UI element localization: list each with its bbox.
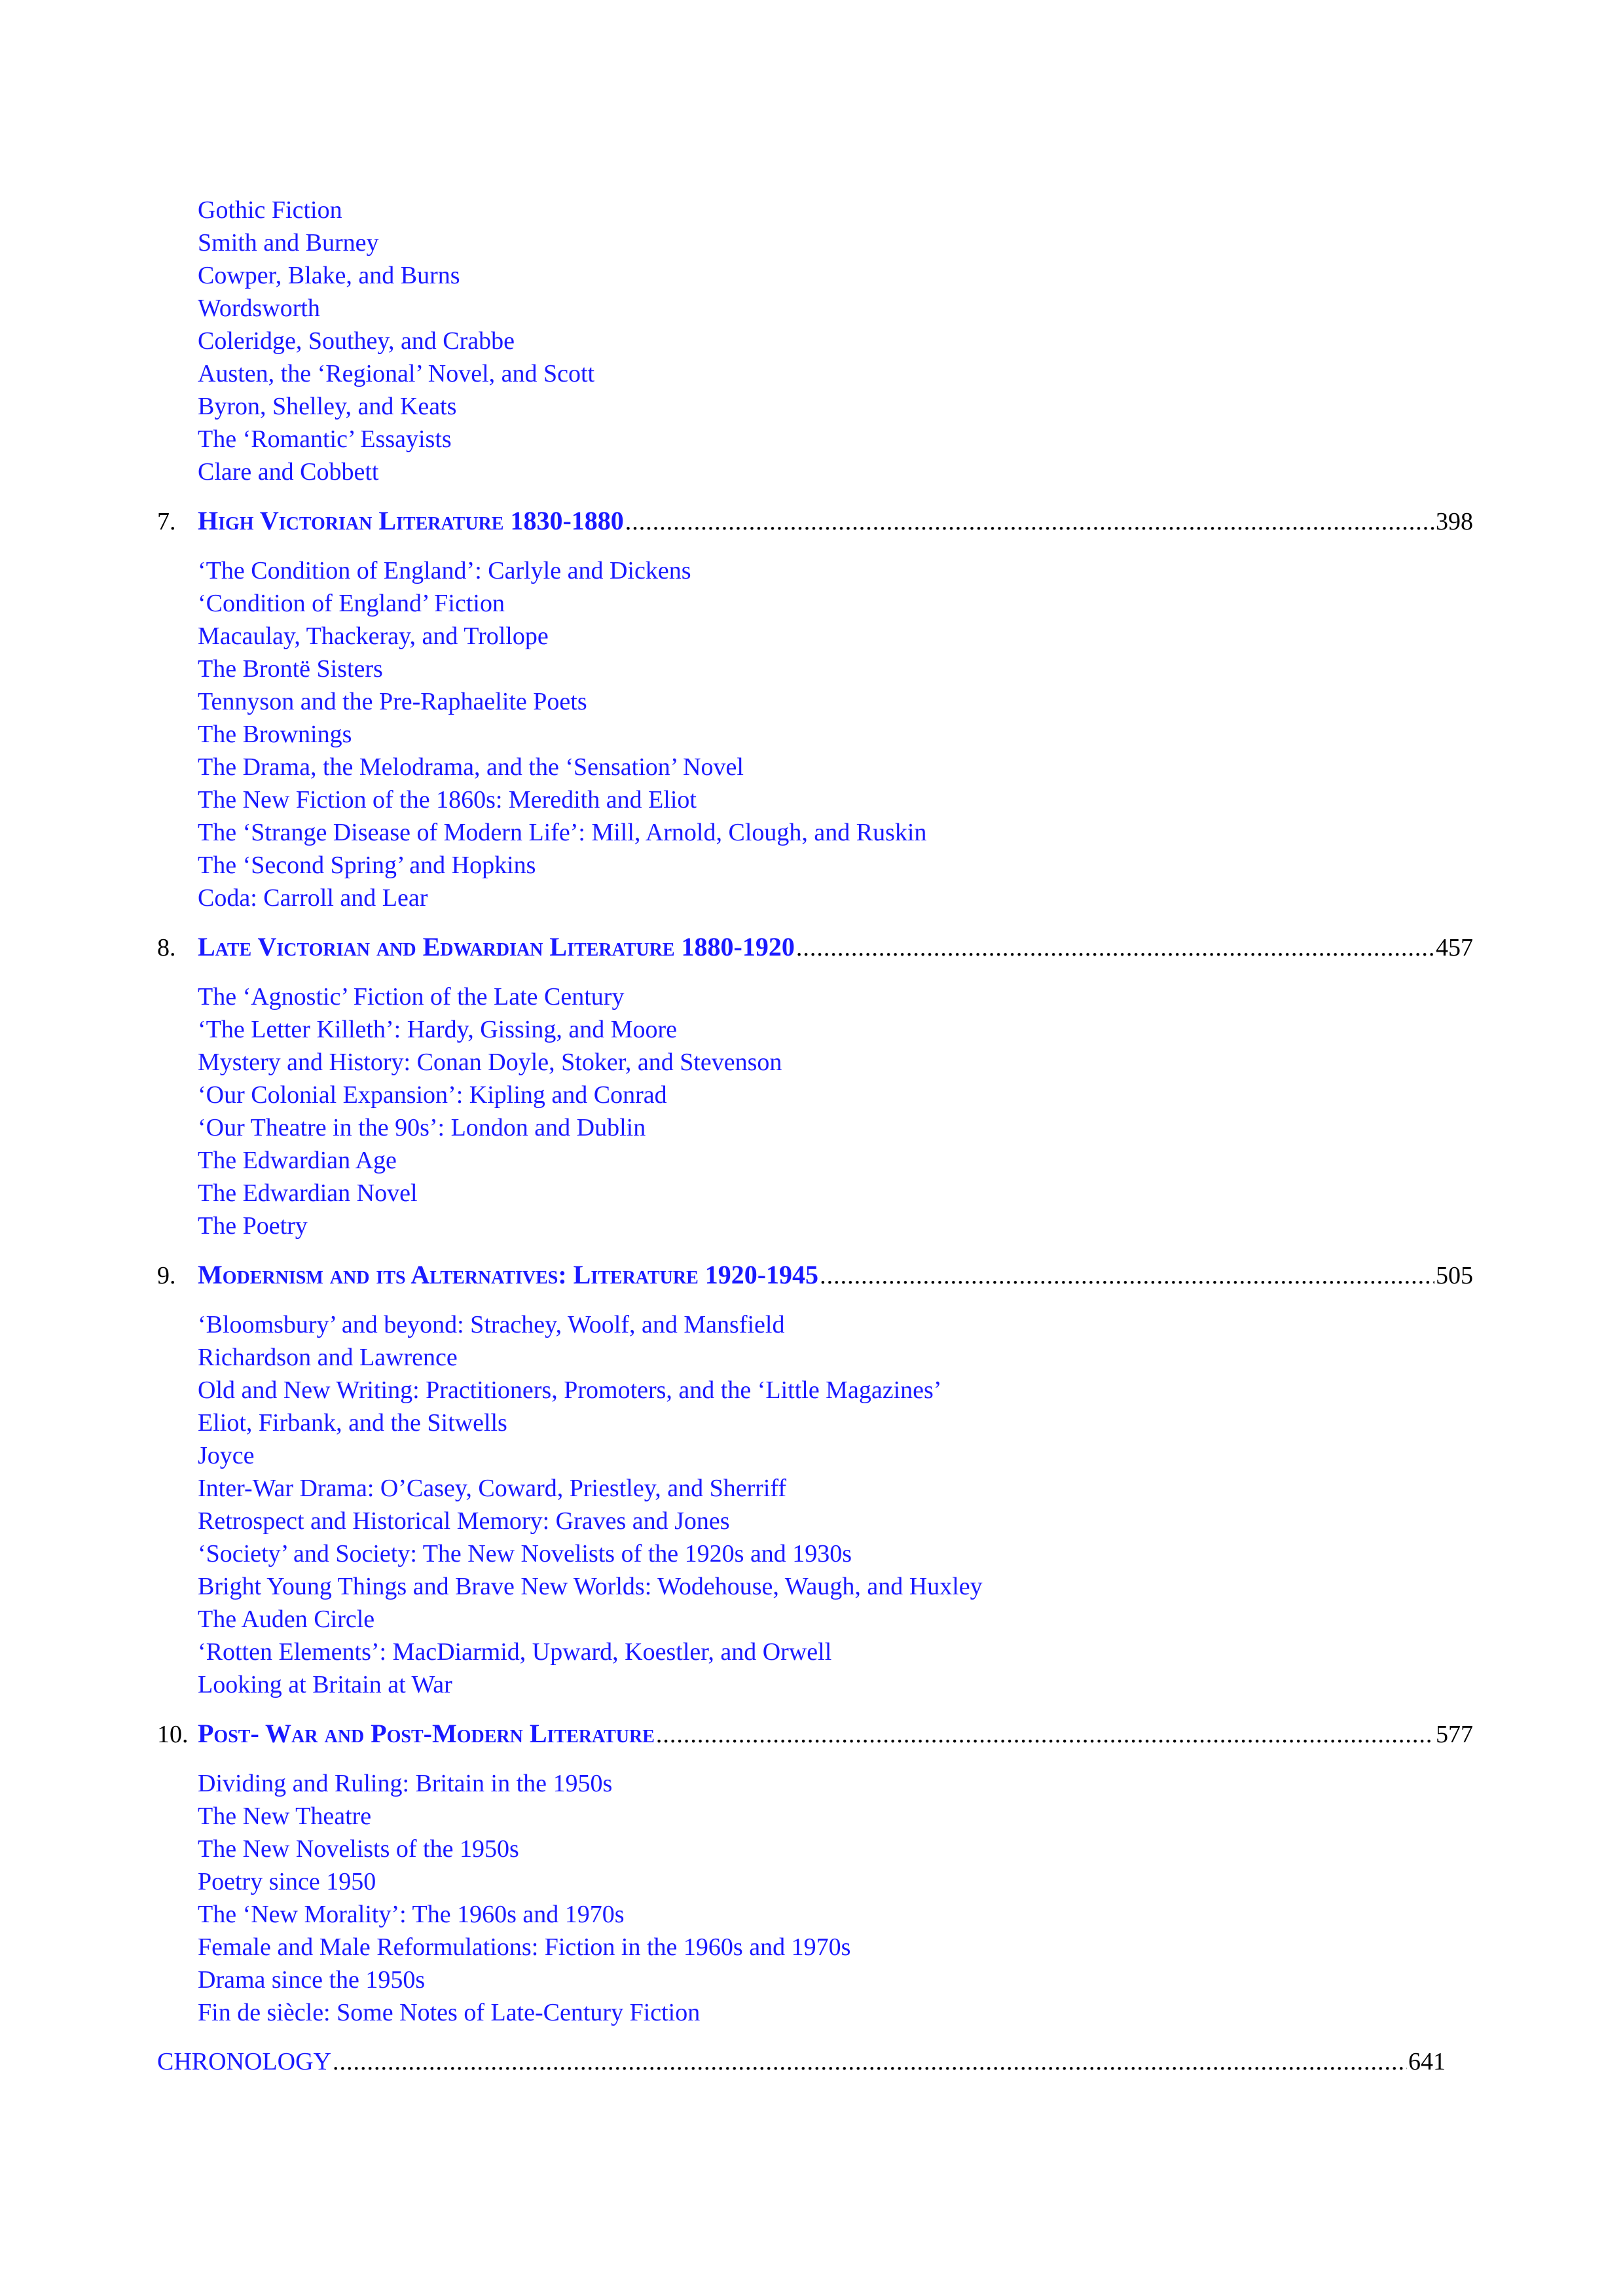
toc-item (198, 1537, 1473, 1570)
toc-item-link[interactable]: Coleridge, Southey, and Crabbe (198, 327, 515, 355)
chronology-page-number: 641 (1408, 2048, 1446, 2075)
toc-item (198, 1767, 1473, 1800)
toc-item (198, 390, 1473, 423)
chapter-heading (157, 505, 1473, 538)
toc-item (198, 226, 1473, 259)
toc-item (198, 1177, 1473, 1210)
chapter-heading (157, 931, 1473, 964)
toc-item-link[interactable]: Drama since the 1950s (198, 1966, 426, 1994)
chapter-title-link[interactable]: Late Victorian and Edwardian Literature 1880-1920 (198, 932, 795, 961)
toc-item-link[interactable]: The Drama, the Melodrama, and the ‘Sensation’ Novel (198, 753, 744, 781)
toc-item (198, 1603, 1473, 1636)
toc-item (198, 1210, 1473, 1242)
toc-item (198, 1144, 1473, 1177)
chapter-title-link[interactable]: Modernism and its Alternatives: Literature 1920-1945 (198, 1260, 819, 1289)
dot-leader (656, 1718, 1434, 1751)
chapter-number: 10. (157, 1721, 189, 1748)
dot-leader (625, 505, 1434, 538)
chapter-page-number: 457 (1436, 934, 1473, 961)
toc-item-link[interactable]: The New Theatre (198, 1803, 372, 1830)
toc-item (198, 849, 1473, 882)
toc-item-link[interactable]: Mystery and History: Conan Doyle, Stoker, and Stevenson (198, 1049, 782, 1076)
toc-item-link[interactable]: Wordsworth (198, 295, 320, 322)
toc-item (198, 1931, 1473, 1964)
toc-item (198, 1505, 1473, 1537)
toc-item (198, 554, 1473, 587)
toc-item (198, 1472, 1473, 1505)
toc-item (198, 1111, 1473, 1144)
toc-item-link[interactable]: ‘The Letter Killeth’: Hardy, Gissing, and Moore (198, 1016, 678, 1043)
toc-item (198, 882, 1473, 914)
toc-item (198, 1996, 1473, 2029)
toc-item-link[interactable]: Coda: Carroll and Lear (198, 884, 428, 912)
chapter-title-link[interactable]: High Victorian Literature 1830-1880 (198, 506, 624, 535)
toc-item (198, 980, 1473, 1013)
toc-item (198, 783, 1473, 816)
toc-item-link[interactable]: ‘The Condition of England’: Carlyle and Dickens (198, 557, 691, 584)
toc-item (198, 1833, 1473, 1865)
toc-item-link[interactable]: The ‘Romantic’ Essayists (198, 425, 452, 453)
toc-item (198, 718, 1473, 751)
section-list (157, 554, 1473, 914)
toc-item (198, 1865, 1473, 1898)
toc-item (198, 194, 1473, 226)
chapter-page-number: 398 (1436, 508, 1473, 535)
toc-item-link[interactable]: Richardson and Lawrence (198, 1344, 458, 1371)
toc-item-link[interactable]: Retrospect and Historical Memory: Graves and Jones (198, 1507, 730, 1535)
chapter-number: 8. (157, 934, 176, 961)
toc-item-link[interactable]: Dividing and Ruling: Britain in the 1950s (198, 1770, 613, 1797)
toc-item (198, 587, 1473, 620)
dot-leader (820, 1259, 1434, 1292)
toc-item-link[interactable]: The Edwardian Age (198, 1147, 397, 1174)
toc-item-link[interactable]: Old and New Writing: Practitioners, Promoters, and the ‘Little Magazines’ (198, 1376, 942, 1404)
toc-item-link[interactable]: Poetry since 1950 (198, 1868, 376, 1895)
toc-item (198, 1636, 1473, 1668)
toc-item-link[interactable]: The Auden Circle (198, 1605, 375, 1633)
toc-item-link[interactable]: The ‘New Morality’: The 1960s and 1970s (198, 1901, 625, 1928)
section-list (157, 1308, 1473, 1701)
toc-item (198, 1668, 1473, 1701)
toc-item-link[interactable]: Looking at Britain at War (198, 1671, 452, 1698)
toc-item-link[interactable]: The Edwardian Novel (198, 1179, 418, 1207)
toc-item (198, 1800, 1473, 1833)
toc-item-link[interactable]: ‘Bloomsbury’ and beyond: Strachey, Woolf, and Mansfield (198, 1311, 785, 1338)
toc-item-link[interactable]: ‘Our Theatre in the 90s’: London and Dublin (198, 1114, 646, 1141)
chapter-sections (157, 505, 1473, 2029)
toc-item (198, 1341, 1473, 1374)
toc-item (198, 1570, 1473, 1603)
toc-item-link[interactable]: Gothic Fiction (198, 196, 342, 224)
toc-item (198, 456, 1473, 488)
toc-item-link[interactable]: The ‘Agnostic’ Fiction of the Late Century (198, 983, 625, 1011)
toc-item (198, 1407, 1473, 1439)
toc-item (198, 325, 1473, 357)
chapter-page-number: 505 (1436, 1262, 1473, 1289)
toc-item (198, 816, 1473, 849)
section-list (157, 980, 1473, 1242)
section-list-continued (157, 194, 1473, 488)
toc-item (198, 357, 1473, 390)
toc-item-link[interactable]: Austen, the ‘Regional’ Novel, and Scott (198, 360, 595, 387)
dot-leader (796, 931, 1434, 964)
toc-item-link[interactable]: The Brownings (198, 721, 352, 748)
chapter-title-link[interactable]: Post- War and Post-Modern Literature (198, 1719, 655, 1748)
dot-leader (333, 2045, 1407, 2078)
chapter-heading (157, 1717, 1473, 1751)
toc-item-link[interactable]: Eliot, Firbank, and the Sitwells (198, 1409, 507, 1437)
chapter-heading (157, 1259, 1473, 1292)
toc-item-link[interactable]: Tennyson and the Pre-Raphaelite Poets (198, 688, 587, 715)
toc-item (198, 423, 1473, 456)
toc-item (198, 1308, 1473, 1341)
toc-item-link[interactable]: Bright Young Things and Brave New Worlds: Wodehouse, Waugh, and Huxley (198, 1573, 983, 1600)
toc-item-link[interactable]: Joyce (198, 1442, 255, 1469)
toc-item (198, 1898, 1473, 1931)
toc-item-link[interactable]: Fin de siècle: Some Notes of Late-Century Fiction (198, 1999, 701, 2026)
toc-item-link[interactable]: Cowper, Blake, and Burns (198, 262, 460, 289)
toc-item-link[interactable]: The Poetry (198, 1212, 308, 1240)
toc-item (198, 1439, 1473, 1472)
toc-item-link[interactable]: The Brontë Sisters (198, 655, 383, 683)
chronology-link[interactable]: CHRONOLOGY (157, 2048, 331, 2075)
toc-item-link[interactable]: Inter-War Drama: O’Casey, Coward, Priestley, and Sherriff (198, 1475, 787, 1502)
toc-item (198, 292, 1473, 325)
chapter-number: 9. (157, 1262, 176, 1289)
toc-item-link[interactable]: ‘Our Colonial Expansion’: Kipling and Conrad (198, 1081, 667, 1109)
toc-item (198, 1964, 1473, 1996)
toc-item-link[interactable]: The ‘Second Spring’ and Hopkins (198, 852, 536, 879)
section-list (157, 1767, 1473, 2029)
toc-item (198, 1079, 1473, 1111)
toc-item (198, 1046, 1473, 1079)
toc-item (198, 751, 1473, 783)
chronology-entry (157, 2045, 1446, 2078)
toc-item-link[interactable]: Female and Male Reformulations: Fiction in the 1960s and 1970s (198, 1933, 851, 1961)
toc-item (198, 653, 1473, 685)
toc-item (198, 1374, 1473, 1407)
toc-item (198, 1013, 1473, 1046)
toc-item-link[interactable]: Smith and Burney (198, 229, 379, 257)
toc-item-link[interactable]: ‘Condition of England’ Fiction (198, 590, 505, 617)
toc-item-link[interactable]: Byron, Shelley, and Keats (198, 393, 457, 420)
toc-item-link[interactable]: Macaulay, Thackeray, and Trollope (198, 622, 549, 650)
toc-item (198, 685, 1473, 718)
toc-item-link[interactable]: ‘Society’ and Society: The New Novelists of the 1920s and 1930s (198, 1540, 852, 1568)
toc-item (198, 259, 1473, 292)
chapter-page-number: 577 (1436, 1721, 1473, 1748)
toc-item (198, 620, 1473, 653)
toc-item-link[interactable]: ‘Rotten Elements’: MacDiarmid, Upward, Koestler, and Orwell (198, 1638, 832, 1666)
toc-item-link[interactable]: The ‘Strange Disease of Modern Life’: Mill, Arnold, Clough, and Ruskin (198, 819, 927, 846)
toc-item-link[interactable]: Clare and Cobbett (198, 458, 379, 486)
chapter-number: 7. (157, 508, 176, 535)
toc-item-link[interactable]: The New Novelists of the 1950s (198, 1835, 519, 1863)
toc-item-link[interactable]: The New Fiction of the 1860s: Meredith and Eliot (198, 786, 697, 814)
